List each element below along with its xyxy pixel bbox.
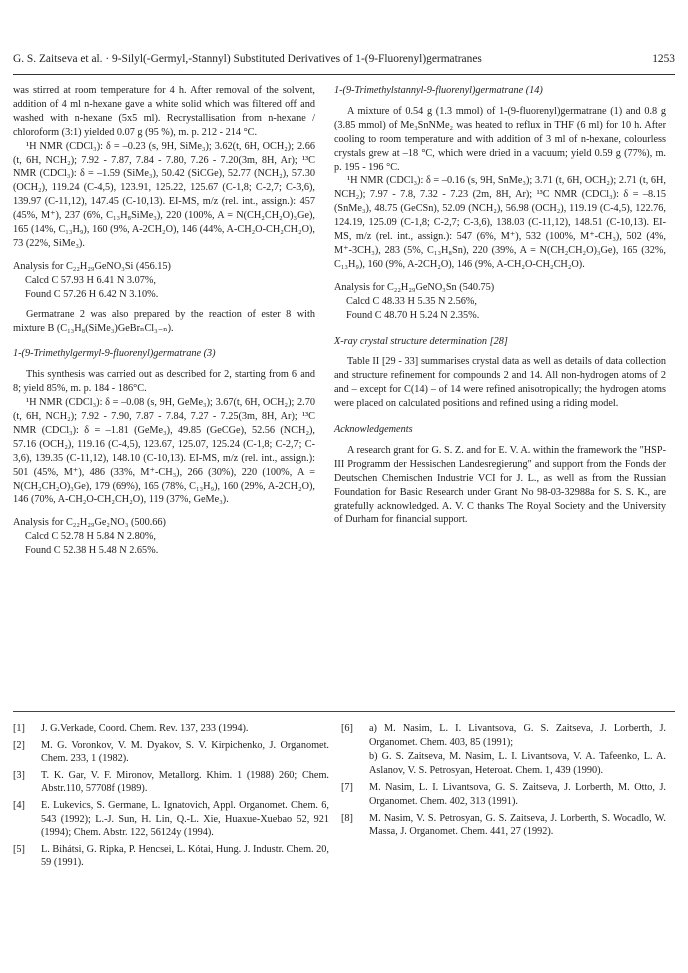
reference-number: [3] <box>13 769 25 781</box>
reference-item <box>13 722 329 736</box>
paragraph: Germatrane 2 was also prepared by the reaction of ester 8 with mixture B (C₁₃H₈(SiMe₃)GeBrₙCl₃₋ₙ). <box>13 308 315 334</box>
reference-item <box>13 843 329 870</box>
analysis-found: Found C 52.38 H 5.48 N 2.65%. <box>25 545 159 557</box>
reference-text: M. Nasim, V. S. Petrosyan, G. S. Zaitseva, J. Lorberth, S. Wocadlo, W. Massa, J. Organomet. Chem. 441, 27 (1992). <box>369 812 666 838</box>
reference-text <box>369 722 666 778</box>
elemental-analysis <box>13 516 315 558</box>
paragraph: This synthesis was carried out as described for 2, starting from 6 and 8; yield 85%, m. p. 184 - 186°C. <box>13 369 315 395</box>
section-title: 1-(9-Trimethylgermyl-9-fluorenyl)germatrane (3) <box>13 348 216 360</box>
reference-text: E. Lukevics, S. Germane, L. Ignatovich, Appl. Organomet. Chem. 6, 543 (1992); L.-J. Sun, H. Lin, Q.-L. Xie, Huaxue-Xuebao 52, 921 (1994); Chem. Abstr. 122, 56124y (1994). <box>41 799 329 839</box>
reference-item <box>341 812 666 839</box>
paragraph: A mixture of 0.54 g (1.3 mmol) of 1-(9-fluorenyl)germatrane (1) and 0.8 g (3.85 mmol) of Me₃SnNMe₂ was heated to reflux in THF (6 ml) for 10 h. After cooling to room temperature and with addition of 3 ml of n-hexane, colourless crystals grew at –18 °C, which were dried in a vacuum; yield 0.59 g (77%), m. p. 195 - 196 °C. <box>334 105 666 173</box>
running-head-title: G. S. Zaitseva et al. · 9-Silyl(-Germyl,-Stannyl) Substituted Derivatives of 1-(9-Fluorenyl)germatranes <box>13 53 482 65</box>
analysis-found: Found C 57.26 H 6.42 N 3.10%. <box>25 288 159 300</box>
reference-item <box>13 769 329 796</box>
section-title: Acknowledgements <box>334 424 413 436</box>
reference-part-b: b) G. S. Zaitseva, M. Nasim, L. I. Livantsova, V. A. Tafeenko, L. A. Aslanov, V. S. Petrosyan, Heteroat. Chem. 1, 439 (1990). <box>369 751 666 776</box>
nmr-paragraph: ¹H NMR (CDCl₃): δ = –0.23 (s, 9H, SiMe₃); 3.62(t, 6H, OCH₂); 2.66 (t, 6H, NCH₂); 7.92 - 7.87, 7.84 - 7.80, 7.26 - 7.20(3m, 8H, Ar); ¹³C NMR (CDCl₃): δ = –1.59 (SiMe₃), 50.42 (SiCGe), 52.77 (NCH₂), 57.30 (OCH₂), 119.24 (C-4,5), 123.91, 125.22, 125.67 (C-1,8; C-2,7; C-3,6), 139.97 (C-11,12), 147.45 (C-10,13). EI-MS, m/z (rel. int., assign.): 457 (45%, M⁺), 237 (6%, C₁₃H₈SiMe₃), 220 (100%, A = N(CH₂CH₂O)₃Ge), 165 (14%, C₁₃H₉), 160 (9%, A-2CH₂O), 146 (44%, A-CH₂O-CH₂CH₂O), 73 (22%, SiMe₃). <box>13 140 315 249</box>
reference-text: L. Bihátsi, G. Ripka, P. Hencsei, L. Kótai, Hung. J. Industr. Chem. 20, 59 (1991). <box>41 843 329 869</box>
analysis-calcd: Calcd C 52.78 H 5.84 N 2.80%, <box>25 531 156 543</box>
paragraph: A research grant for G. S. Z. and for E. V. A. within the framework the "HSP-III Programm der Hessischen Landesregierung" and support from the Fonds der Deutschen Chemischen Industrie VCI for J. L., as well as from the Russian Foundation for Basic Research under Grant No 98-03-32988a for S. S. K., are gratefully acknowledged. A. V. C thanks The Royal Society and the University of Durham for financial support. <box>334 444 666 526</box>
right-column <box>334 84 666 527</box>
analysis-title: Analysis for C₂₂H₂₉Ge₂NO₃ (500.66) <box>13 517 166 529</box>
analysis-calcd: Calcd C 57.93 H 6.41 N 3.07%, <box>25 274 156 286</box>
page-number: 1253 <box>652 53 675 65</box>
reference-number: [7] <box>341 782 353 794</box>
reference-text: J. G.Verkade, Coord. Chem. Rev. 137, 233 (1994). <box>41 723 249 734</box>
paragraph: was stirred at room temperature for 4 h. After removal of the solvent, addition of 4 ml n-hexane gave a white solid which was filtered off and washed with n-hexane (5x5 ml). Recrystallisation from n-hexane / chloroform (3:1) yielded 0.07 g (95 %), m. p. 212 - 214 °C. <box>13 85 315 138</box>
analysis-title: Analysis for C₂₂H₂₉GeNO₃Si (456.15) <box>13 260 171 272</box>
paragraph: Table II [29 - 33] summarises crystal data as well as details of data collection and structure refinement for compounds 2 and 14. All non-hydrogen atoms of 2 and – except for C(14) – of 14 were refined anisotropically; the hydrogen atoms were placed on calculated positions and refined using a riding model. <box>334 356 666 410</box>
reference-text: M. Nasim, L. I. Livantsova, G. S. Zaitseva, J. Lorberth, M. Otto, J. Organomet. Chem. 402, 313 (1991). <box>369 782 666 807</box>
nmr-paragraph: ¹H NMR (CDCl₃): δ = –0.16 (s, 9H, SnMe₃); 3.71 (t, 6H, OCH₂); 2.71 (t, 6H, NCH₂); 7.97 - 7.8, 7.32 - 7.23 (2m, 8H, Ar); ¹³C NMR (CDCl₃): δ = –8.15 (SnMe₃), 48.75 (GeCSn), 52.09 (NCH₂), 56.98 (OCH₂), 119.19 (C-4,5), 122.76, 124.19, 125.09 (C-1,8; C-2,7; C-3,6), 138.03 (C-11,12), 148.51 (C-10,13). EI-MS, m/z (rel. int., assign.): 547 (6%, M⁺), 532 (100%, M⁺-CH₃), 502 (4%, M⁺-3CH₃), 283 (5%, C₁₃H₈Sn), 220 (39%, A = N(CH₂CH₂O)₃Ge), 165 (32%, C₁₃H₉), 160 (9%, A-2CH₂O), 146 (9%, A-CH₂O-CH₂CH₂O). <box>334 175 666 270</box>
nmr-paragraph: ¹H NMR (CDCl₃): δ = –0.08 (s, 9H, GeMe₃); 3.67(t, 6H, OCH₂); 2.70 (t, 6H, NCH₂); 7.92 - 7.90, 7.87 - 7.84, 7.27 - 7.25(3m, 8H, Ar); ¹³C NMR (CDCl₃): δ = –1.81 (GeMe₃), 49.85 (GeCGe), 52.56 (NCH₂), 57.16 (OCH₂), 119.16 (C-4,5), 123.67, 125.07, 125.24 (C-1,8; C-2,7; C-3,6), 139.35 (C-11,12), 148.10 (C-10,13). EI-MS, m/z (rel. int., assign.): 501 (45%, M⁺), 486 (33%, M⁺-CH₃), 266 (30%), 220 (100%, A = N(CH₂CH₂O)₃Ge), 179 (69%), 165 (78%, C₁₃H₉), 160 (29%, A-2CH₂O), 146 (70%, A-CH₂O-CH₂CH₂O), 119 (37%, GeMe₃). <box>13 397 315 506</box>
elemental-analysis <box>334 281 666 323</box>
reference-number: [6] <box>341 723 353 734</box>
references-right <box>341 722 666 842</box>
reference-number: [8] <box>341 812 353 824</box>
reference-text: T. K. Gar, V. F. Mironov, Metallorg. Khim. 1 (1988) 260; Chem. Abstr.110, 57708f (1989). <box>41 769 329 795</box>
reference-item <box>341 722 666 778</box>
reference-item <box>341 781 666 808</box>
references-rule <box>13 711 675 712</box>
section-title: 1-(9-Trimethylstannyl-9-fluorenyl)germatrane (14) <box>334 85 543 96</box>
analysis-calcd: Calcd C 48.33 H 5.35 N 2.56%, <box>346 295 477 307</box>
analysis-title: Analysis for C₂₂H₂₉GeNO₃Sn (540.75) <box>334 281 495 293</box>
header-rule <box>13 74 675 75</box>
reference-number: [1] <box>13 723 25 734</box>
running-head <box>13 52 675 66</box>
reference-number: [2] <box>13 739 25 751</box>
left-column <box>13 84 315 564</box>
analysis-found: Found C 48.70 H 5.24 N 2.35%. <box>346 309 480 321</box>
references-left <box>13 722 329 873</box>
reference-text: M. G. Voronkov, V. M. Dyakov, S. V. Kirpichenko, J. Organomet. Chem. 233, 1 (1982). <box>41 739 329 765</box>
reference-number: [5] <box>13 843 25 855</box>
reference-part-a: a) M. Nasim, L. I. Livantsova, G. S. Zaitseva, J. Lorberth, J. Organomet. Chem. 403, 85 (1991); <box>369 723 666 748</box>
section-title: X-ray crystal structure determination [28] <box>334 335 508 347</box>
elemental-analysis <box>13 260 315 302</box>
reference-number: [4] <box>13 799 25 811</box>
reference-item <box>13 739 329 766</box>
reference-item <box>13 799 329 840</box>
